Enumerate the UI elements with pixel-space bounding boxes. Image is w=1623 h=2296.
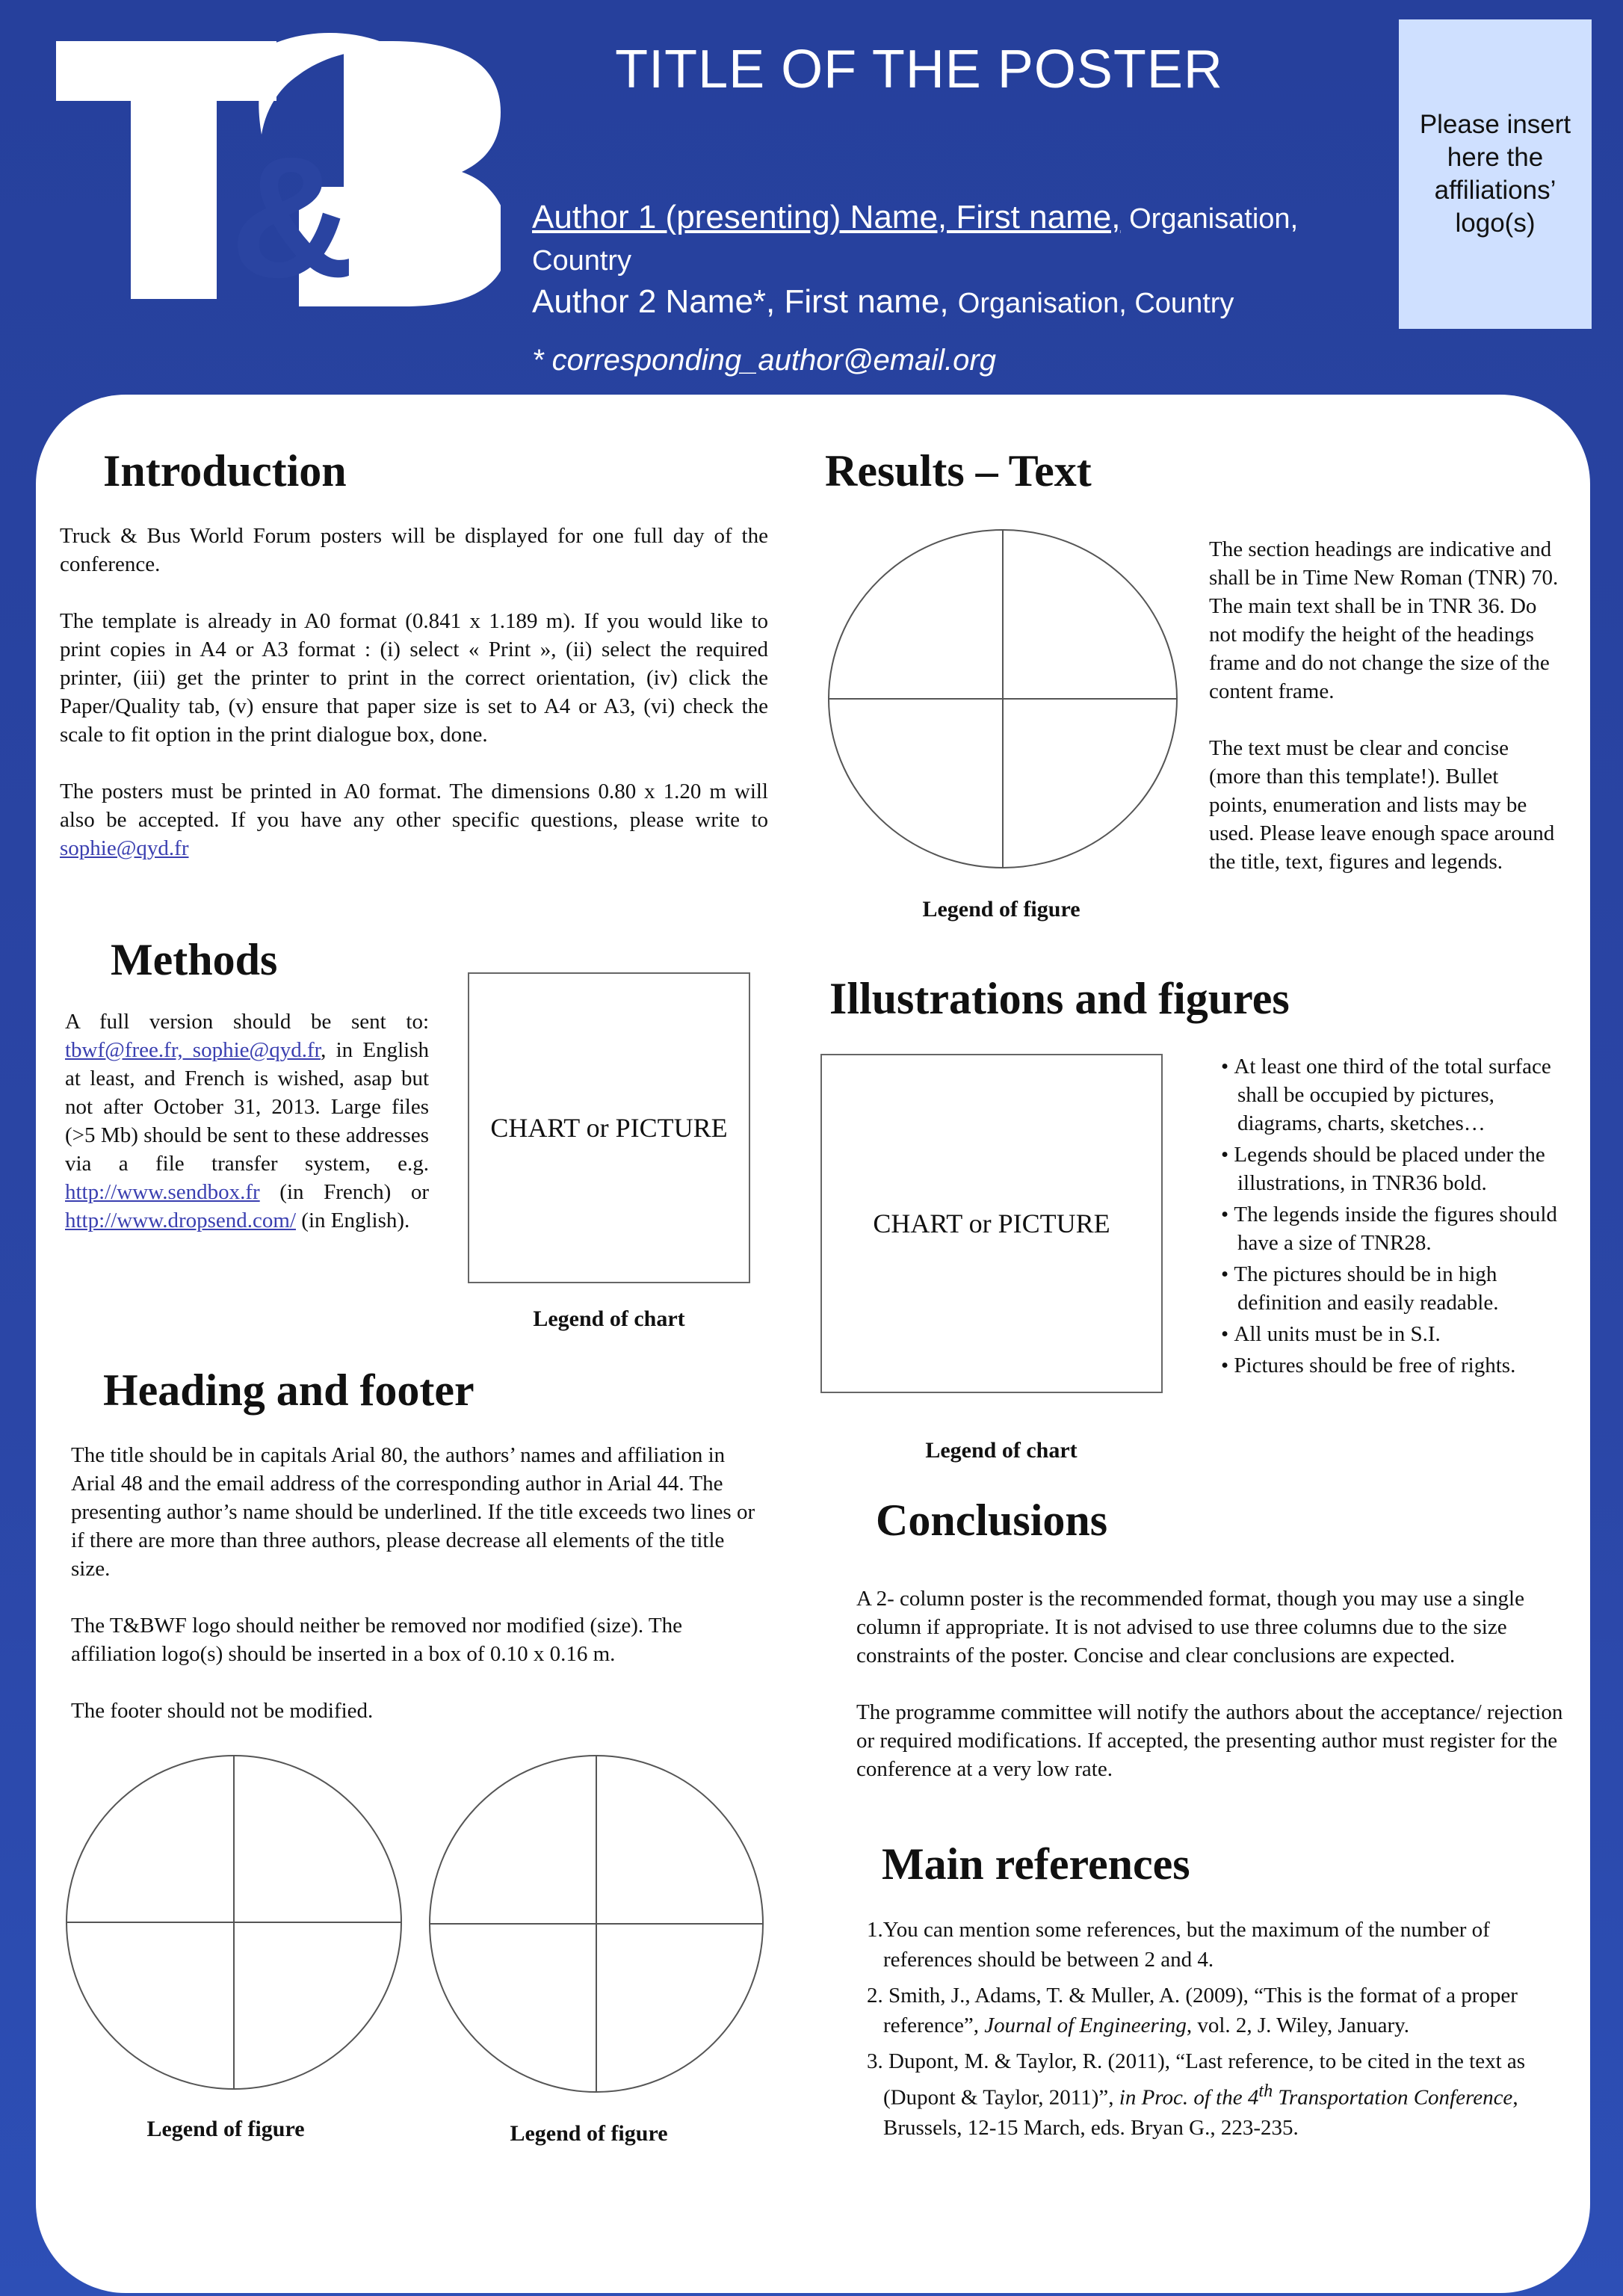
references-heading: Main references (882, 1839, 1190, 1889)
reference-text: 2. Smith, J., Adams, T. & Muller, A. (2009), “This is the format of a proper reference”, (867, 1984, 1518, 2037)
intro-paragraph-1: Truck & Bus World Forum posters will be displayed for one full day of the conference. (60, 524, 768, 576)
reference-item: 1.You can mention some references, but the maximum of the number of references should be between 2 and 4. (867, 1918, 1490, 1972)
results-text (1209, 535, 1560, 876)
methods-text-3: (in French) or (259, 1180, 429, 1204)
author-2 (532, 281, 1354, 324)
bullet-text: The legends inside the figures should have a size of TNR28. (1234, 1203, 1557, 1255)
methods-chart-legend: Legend of chart (533, 1306, 685, 1331)
figure-placeholder-circle-left (64, 1753, 404, 2091)
bullet-item: • Legends should be placed under the illustrations, in TNR36 bold. (1221, 1143, 1545, 1195)
author-1 (532, 197, 1354, 281)
author-2-name: Author 2 Name*, First name, (532, 283, 949, 320)
bullet-text: The pictures should be in high definition and easily readable. (1234, 1262, 1499, 1315)
conclusions-paragraph-1: A 2- column poster is the recommended format, though you may use a single column if appropriate. It is not advised to use three columns due to the size constraints of the poster. Concise and clear conclusions are expected. (856, 1587, 1524, 1667)
references-list (865, 1915, 1563, 2149)
heading-footer-text (71, 1441, 766, 1725)
reference-text: , Brussels, 12-15 March, eds. Bryan G., 223-235. (883, 2085, 1518, 2140)
conclusions-heading: Conclusions (876, 1496, 1108, 1545)
intro-paragraph-2: The template is already in A0 format (0.841 x 1.189 m). If you would like to print copies in A4 or A3 format : (i) select « Print », (ii) select the required printer, (iii) get the printer to print in the correct orientation, (iv) click the Paper/Quality tab, (v) ensure that paper size is set to A4 or A3, (vi) check the scale to fit option in the print dialogue box, done. (60, 609, 768, 747)
figure-placeholder-circle-right (427, 1753, 765, 2094)
author-2-org: Organisation, Country (957, 288, 1234, 319)
dropsend-link[interactable]: http://www.dropsend.com/ (65, 1209, 297, 1232)
bullet-item: • The pictures should be in high definition and easily readable. (1221, 1262, 1499, 1315)
bullet-text: At least one third of the total surface shall be occupied by pictures, diagrams, charts, sketches… (1234, 1055, 1551, 1135)
heading-footer-heading: Heading and footer (103, 1365, 474, 1415)
illustrations-chart-legend: Legend of chart (925, 1438, 1078, 1463)
introduction-heading: Introduction (103, 446, 347, 496)
illustrations-heading: Illustrations and figures (829, 974, 1290, 1023)
methods-text-4: (in English). (296, 1209, 410, 1232)
intro-paragraph-3 (60, 777, 768, 862)
authors-block (532, 197, 1354, 377)
figure-legend-right: Legend of figure (510, 2121, 668, 2146)
tbwf-logo (52, 30, 501, 314)
results-paragraph-2: The text must be clear and concise (more than this template!). Bullet points, enumeration and lists may be used. Please leave enough space around the title, text, figures and legends. (1209, 736, 1555, 874)
reference-journal: Journal of Engineering (984, 2013, 1187, 2037)
reference-superscript: th (1258, 2081, 1273, 2101)
methods-heading: Methods (111, 935, 278, 984)
heading-footer-paragraph-2: The T&BWF logo should neither be removed nor modified (size). The affiliation logo(s) should be inserted in a box of 0.10 x 0.16 m. (71, 1614, 682, 1666)
bullet-item: • At least one third of the total surface shall be occupied by pictures, diagrams, charts, sketches… (1221, 1055, 1551, 1135)
reference-item (865, 2046, 1563, 2143)
sendbox-link[interactable]: http://www.sendbox.fr (65, 1180, 260, 1204)
bullet-text: Pictures should be free of rights. (1234, 1354, 1516, 1377)
author-1-org: Organisation, Country (532, 203, 1299, 277)
methods-text (65, 1007, 429, 1235)
contact-email-link[interactable]: sophie@qyd.fr (60, 836, 189, 860)
heading-footer-paragraph-1: The title should be in capitals Arial 80, the authors’ names and affiliation in Arial 48 and the email address of the corresponding author in Arial 44. The presenting author’s name should be underlined. If the title exceeds two lines or if there are more than three authors, please decrease all elements of the title size. (71, 1443, 755, 1581)
conclusions-paragraph-2: The programme committee will notify the authors about the acceptance/ rejection or required modifications. If accepted, the presenting author must register for the conference at a very low rate. (856, 1700, 1563, 1781)
logo-ampersand: & (230, 121, 355, 313)
bullet-item: • Pictures should be free of rights. (1221, 1354, 1516, 1377)
reference-text: , vol. 2, J. Wiley, January. (1186, 2013, 1410, 2037)
submission-email-links[interactable]: tbwf@free.fr, sophie@qyd.fr (65, 1038, 321, 1062)
heading-footer-paragraph-3: The footer should not be modified. (71, 1699, 374, 1723)
reference-item (865, 1981, 1563, 2040)
poster-title: TITLE OF THE POSTER (615, 40, 1223, 99)
conclusions-text (856, 1584, 1565, 1783)
results-paragraph-1: The section headings are indicative and shall be in Time New Roman (TNR) 70. The main text shall be in TNR 36. Do not modify the height of the headings frame and do not change the size of the content frame. (1209, 537, 1559, 703)
illustrations-chart-placeholder: CHART or PICTURE (820, 1054, 1163, 1393)
author-1-name: Author 1 (presenting) Name, First name, (532, 199, 1121, 235)
figure-legend-left: Legend of figure (146, 2117, 305, 2141)
reference-proceedings: in Proc. of the 4 (1119, 2085, 1259, 2110)
methods-text-1: A full version should be sent to: (65, 1010, 429, 1034)
bullet-item: • The legends inside the figures should have a size of TNR28. (1221, 1203, 1557, 1255)
reference-conference: Transportation Conference (1273, 2085, 1513, 2110)
methods-text-2: , in English at least, and French is wished, asap but not after October 31, 2013. Large files (>5 Mb) should be sent to these addresses via a file transfer system, e.g. (65, 1038, 429, 1176)
affiliation-logo-box: Please insert here the affiliations’ logo(s) (1399, 19, 1592, 329)
bullet-item: • All units must be in S.I. (1221, 1322, 1441, 1346)
illustrations-bullet-list (1217, 1052, 1563, 1383)
results-figure-circle (826, 528, 1179, 870)
results-heading: Results – Text (825, 446, 1092, 496)
intro-paragraph-3-text: The posters must be printed in A0 format. The dimensions 0.80 x 1.20 m will also be accepted. If you have any other specific questions, please write to (60, 780, 768, 832)
introduction-text (60, 522, 768, 862)
reference-text: 3. Dupont, M. & Taylor, R. (2011), “Last reference, to be cited in the text as (Dupont & Taylor, 2011)”, (867, 2049, 1526, 2110)
results-figure-legend: Legend of figure (922, 897, 1081, 922)
bullet-text: All units must be in S.I. (1234, 1322, 1441, 1346)
methods-chart-placeholder: CHART or PICTURE (468, 972, 750, 1283)
bullet-text: Legends should be placed under the illustrations, in TNR36 bold. (1234, 1143, 1545, 1195)
corresponding-email: * corresponding_author@email.org (532, 344, 996, 377)
